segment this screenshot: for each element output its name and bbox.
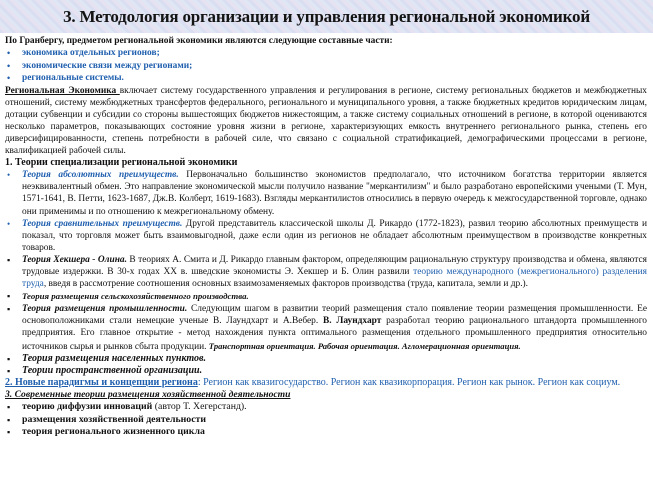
bullet-icon: ▪ <box>7 427 11 438</box>
list-item: • Теория абсолютных преимуществ. Первоначально большинство экономистов предполагало, что источником богатства территории является неэквивалентный обмен. Это направление экономической мысли получило название "меркантилизм" и было разработано европейскими учеными (Т. Мун, 1571-1641, В. Петти, 1623-1687, Дж.В. Колберт, 1619-1683). Взгляды меркантилистов относились в первую очередь к межгосударственной торговле, однако они применимы и по отношению к межрегиональному обмену. <box>7 170 647 217</box>
list-item: ▪ размещения хозяйственной деятельности <box>7 413 207 425</box>
bullet-icon: • <box>7 48 11 59</box>
bullet-icon: ▪ <box>7 291 11 302</box>
slide-header <box>0 0 653 33</box>
list-item: ▪ Теория Хекшера - Олина. В теориях А. Смита и Д. Рикардо главным фактором, определяющим рациональную структуру производства и обмена, являются трудовые издержки. В 30-х годах XX в. шведские экономисты Э. Хекшер и Б. Олин развили теорию международного (межрегионального) разделения труда, введя в рассмотрение соотношения основных взаимозаменяемых факторов производства (труда, капитала, земли и др.). <box>7 254 647 290</box>
list-item: ▪ теория регионального жизненного цикла <box>7 426 205 438</box>
theory-title: Теории пространственной организации. <box>22 364 203 376</box>
theory-title: Теория Хекшера - Олина. <box>22 254 127 265</box>
bullet-icon: ▪ <box>7 414 11 425</box>
list-item: • экономические связи между регионами; <box>7 60 193 71</box>
section-1-list <box>5 169 647 377</box>
bullet-icon: • <box>7 218 11 229</box>
list-item: • экономика отдельных регионов; <box>7 48 160 59</box>
theory-title: Теория сравнительных преимуществ. <box>22 218 183 229</box>
definition-paragraph <box>5 85 647 158</box>
slide-body <box>0 33 653 439</box>
page-title: 3. Методология организации и управления региональной экономикой <box>63 6 590 26</box>
bullet-icon: ▪ <box>7 402 11 413</box>
definition-text: включает систему государственного управления и регулирования в регионе, систему региональных бюджетов и межбюджетных отношений, систему межбюджетных трансфертов федерального, регионального и муниципального уровня, а также бюджетных кредитов юридическим лицам, дотации субвенции и субсидии со стороны вышестоящих бюджетов нижестоящим, а также систему социальных отношений в регионе, в которой оцениваются несколько параметров, показывающих состояние уровня жизни в регионе, характеризующих емкость внутреннего регионального рынка, степень его диверсифицированности, степень потребности в рабочей силе, что связано с социальной стратификацией, демографическими процессами в регионе, квалификацией рабочей силы. <box>5 85 647 157</box>
intro-list <box>5 47 647 85</box>
list-item: • региональные системы. <box>7 73 124 84</box>
theory-title: Теория размещения сельскохозяйственного производства. <box>22 291 249 302</box>
list-item <box>5 290 647 303</box>
definition-term: Региональная Экономика <box>5 85 120 96</box>
theory-title: Теория абсолютных преимуществ. <box>22 170 179 181</box>
list-item: ▪ теорию диффузии инноваций (автор Т. Хегерстанд). <box>7 401 247 413</box>
bullet-icon: • <box>7 60 11 71</box>
theory-title: Теория размещения промышленности. <box>22 304 188 315</box>
section-3-heading: 3. Современные теории размещения хозяйственной деятельности <box>5 388 291 400</box>
section-2-heading-link[interactable]: 2. Новые парадигмы и концепции региона <box>5 376 198 388</box>
bullet-icon: ▪ <box>7 365 11 376</box>
list-item: ▪ Теория размещения промышленности. Следующим шагом в развитии теорий размещения стало появление теории размещения промышленности. Ее основоположниками стали немецкие ученые В. Лаундхарт и А.Вебер. В. Лаундхарт разработал теорию рационального штандорта промышленного предприятия. Его главное открытие - метод нахождения пункта оптимального размещения отдельного промышленного предприятия относительно источников сырья и рынков сбыта продукции. Транспортная ориентация. Рабочая ориентация. Агломерационная ориентация. <box>7 304 647 352</box>
bullet-icon: • <box>7 73 11 84</box>
list-item <box>5 353 647 365</box>
bullet-icon: ▪ <box>7 353 11 364</box>
bullet-icon: • <box>7 170 11 181</box>
section-3-list <box>5 401 647 439</box>
theory-link[interactable]: теорию международного (межрегионального) разделения труда <box>22 267 647 290</box>
theory-title: Теория размещения населенных пунктов. <box>22 352 207 364</box>
section-2-paragraph: 2. Новые парадигмы и концепции региона: Регион как квазигосударство. Регион как квазикорпорация. Регион как рынок. Регион как социум. <box>5 376 621 388</box>
list-item: • Теория сравнительных преимуществ. Другой представитель классической школы Д. Рикардо (1772-1823), развил теорию абсолютных преимуществ и показал, что торговля может быть взаимовыгодной, даже если один из регионов не обладает абсолютным преимуществом в производстве конкретных товаров. <box>7 218 647 253</box>
list-item <box>5 365 647 377</box>
bullet-icon: ▪ <box>7 254 11 265</box>
bullet-icon: ▪ <box>7 304 11 315</box>
section-1-heading: 1. Теории специализации региональной экономики <box>5 157 238 169</box>
intro-lead: По Гранбергу, предметом региональной экономики являются следующие составные части: <box>5 36 393 46</box>
